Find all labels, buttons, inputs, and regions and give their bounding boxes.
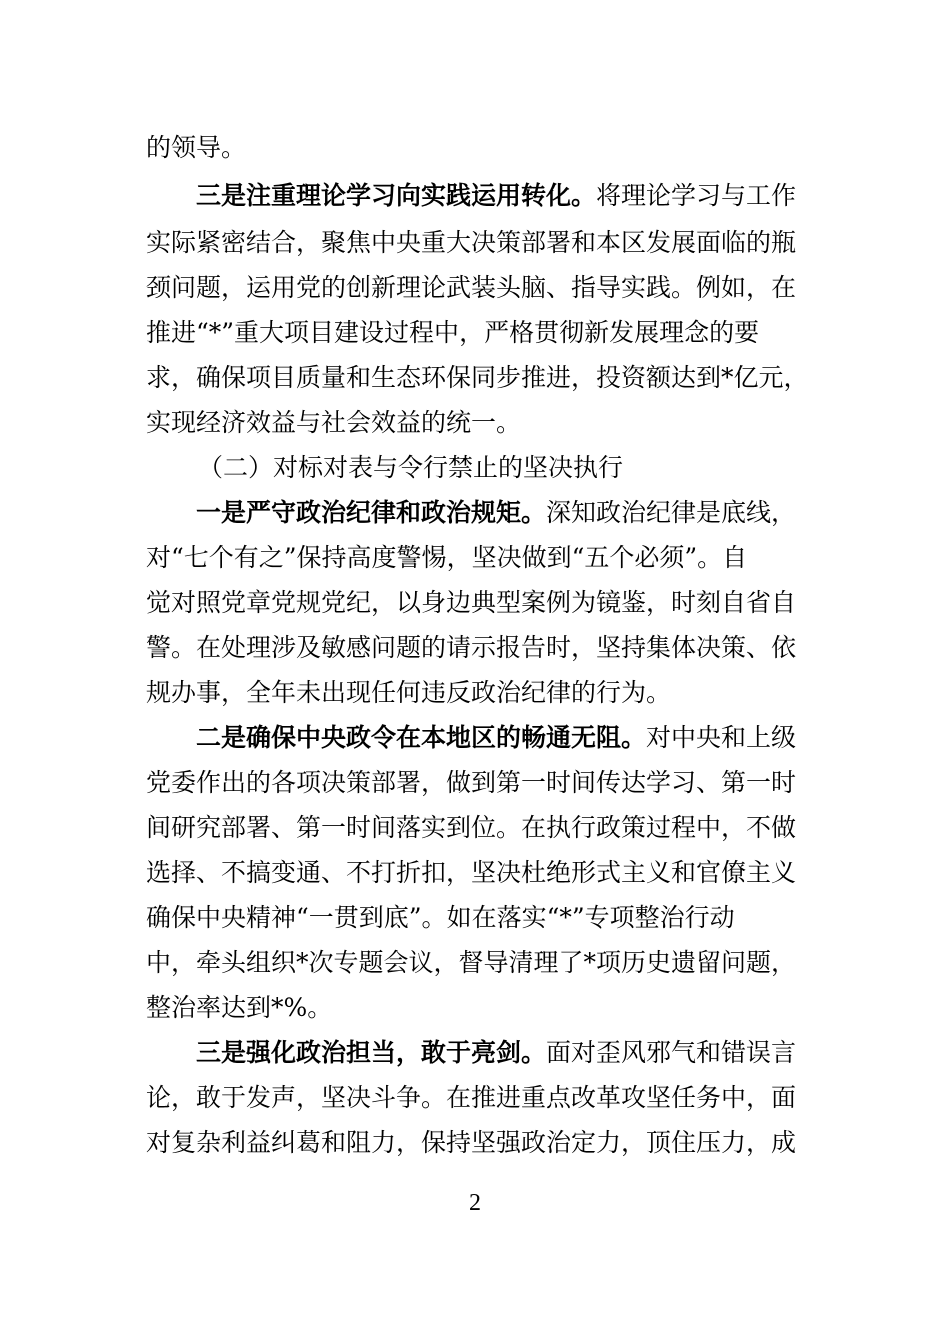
text-line: 党委作出的各项决策部署，做到第一时间传达学习、第一时 (146, 768, 797, 797)
text-line: 对复杂利益纠葛和阻力，保持坚强政治定力，顶住压力，成 (146, 1128, 797, 1157)
text-line: 确保中央精神“一贯到底”。如在落实“*”专项整治行动 (146, 903, 735, 932)
page-number: 2 (469, 1190, 481, 1216)
paragraph-start: 二是确保中央政令在本地区的畅通无阻。对中央和上级 (196, 723, 797, 752)
bold-lead: 三是强化政治担当，敢于亮剑。 (196, 1038, 547, 1067)
text-line: 实现经济效益与社会效益的统一。 (146, 408, 522, 437)
paragraph-start: 三是强化政治担当，敢于亮剑。面对歪风邪气和错误言 (196, 1038, 797, 1067)
bold-lead: 一是严守政治纪律和政治规矩。 (196, 498, 547, 527)
text-line: 整治率达到*%。 (146, 993, 333, 1022)
text-line: 警。在处理涉及敏感问题的请示报告时，坚持集体决策、依 (146, 633, 797, 662)
text-line: 选择、不搞变通、不打折扣，坚决杜绝形式主义和官僚主义 (146, 858, 797, 887)
paragraph-start: 三是注重理论学习向实践运用转化。将理论学习与工作 (196, 181, 797, 210)
text-line: 对“七个有之”保持高度警惕，坚决做到“五个必须”。自 (146, 543, 748, 572)
text-line: 中，牵头组织*次专题会议，督导清理了*项历史遗留问题， (146, 948, 797, 977)
text-line: 推进“*”重大项目建设过程中，严格贯彻新发展理念的要 (146, 318, 760, 347)
bold-lead: 三是注重理论学习向实践运用转化。 (196, 181, 597, 210)
text-line: 间研究部署、第一时间落实到位。在执行政策过程中，不做 (146, 813, 797, 842)
section-heading: （二）对标对表与令行禁止的坚决执行 (198, 453, 624, 482)
text-line: 求，确保项目质量和生态环保同步推进，投资额达到*亿元， (146, 363, 809, 392)
text-line: 实际紧密结合，聚焦中央重大决策部署和本区发展面临的瓶 (146, 228, 797, 257)
text-line: 颈问题，运用党的创新理论武装头脑、指导实践。例如，在 (146, 273, 797, 302)
bold-lead: 二是确保中央政令在本地区的畅通无阻。 (196, 723, 647, 752)
paragraph-start: 一是严守政治纪律和政治规矩。深知政治纪律是底线， (196, 498, 797, 527)
text-line: 觉对照党章党规党纪，以身边典型案例为镜鉴，时刻自省自 (146, 588, 797, 617)
text-line: 的领导。 (146, 133, 247, 162)
text-line: 规办事，全年未出现任何违反政治纪律的行为。 (146, 678, 672, 707)
text-line: 论，敢于发声，坚决斗争。在推进重点改革攻坚任务中，面 (146, 1083, 797, 1112)
